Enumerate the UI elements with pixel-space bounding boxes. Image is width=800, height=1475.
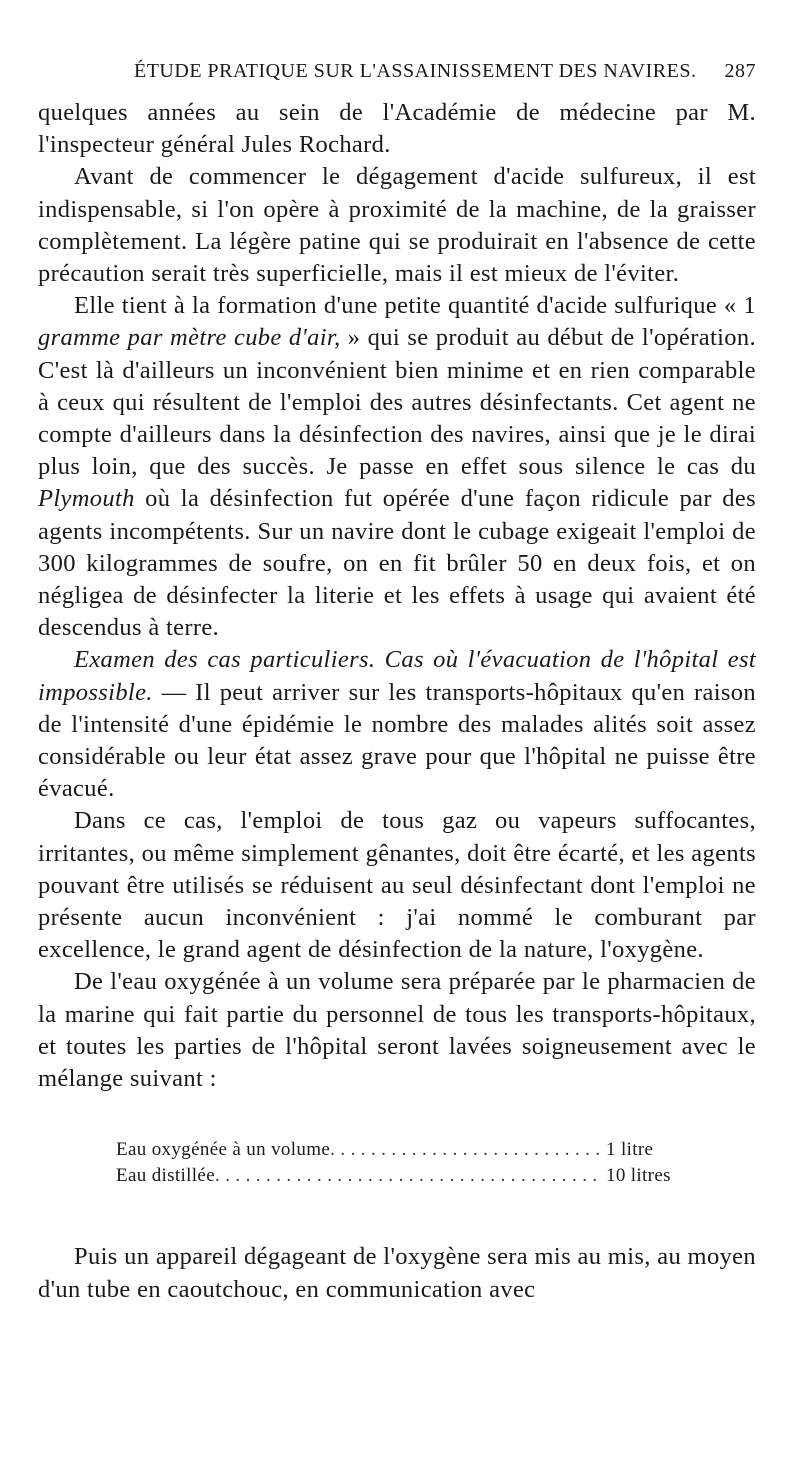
running-header <box>134 60 756 83</box>
text-run: Dans ce cas, l'emploi de tous gaz ou vapeurs suffocantes, irritantes, ou même simplement gênantes, doit être écarté, et les agents pouvant être utilisés se réduisent au seul désinfectant dont l'emploi ne présente aucun inconvénient : j'ai nommé le comburant par excellence, le grand agent de désinfection de la nature, l'oxygène. <box>38 807 756 964</box>
closing-paragraph-container <box>38 1241 756 1305</box>
paragraph <box>38 805 756 966</box>
text-run: De l'eau oxygénée à un volume sera préparée par le pharmacien de la marine qui fait partie du personnel de tous les transports-hôpitaux, et toutes les parties de l'hôpital seront lavées soigneusement avec le mélange suivant : <box>38 968 756 1093</box>
text-run: Puis un appareil dégageant de l'oxygène sera mis au mis, au moyen d'un tube en caoutchouc, en communication avec <box>38 1243 756 1303</box>
paragraph <box>38 644 756 805</box>
italic-text-run: Plymouth <box>38 485 135 513</box>
running-title: ÉTUDE PRATIQUE SUR L'ASSAINISSEMENT DES NAVIRES. <box>134 60 697 82</box>
text-run: où la désinfection fut opérée d'une façon ridicule par des agents incompétents. Sur un navire dont le cubage exigeait l'emploi de 300 kilogrammes de soufre, on en fit brûler 50 en deux fois, et on négligea de désinfecter la literie et les effets à usage qui avaient été descendus à terre. <box>38 485 756 642</box>
page-number: 287 <box>724 60 756 82</box>
paragraph <box>38 161 756 290</box>
italic-text-run: gramme par mètre cube d'air, <box>38 324 341 352</box>
recipe-ingredient: Eau distillée <box>116 1165 215 1187</box>
text-run: » qui se produit au début de l'opération. C'est là d'ailleurs un inconvénient bien minime et en rien comparable à ceux qui résultent de l'emploi des autres désinfectants. Cet agent ne compte d'ailleurs dans la désinfection des navires, ainsi que je le dirai plus loin, que des succès. Je passe en effet sous silence le cas du <box>38 324 756 481</box>
paragraph <box>38 290 756 644</box>
text-run: Elle tient à la formation d'une petite quantité d'acide sulfurique « 1 <box>74 292 756 320</box>
paragraph-list <box>38 97 756 1095</box>
recipe-quantity: 1 litre <box>606 1139 654 1161</box>
recipe-quantity: 10 litres <box>606 1165 671 1187</box>
recipe-table <box>116 1137 706 1189</box>
paragraph <box>38 97 756 161</box>
text-run: quelques années au sein de l'Académie de médecine par M. l'inspecteur général Jules Rochard. <box>38 99 756 159</box>
recipe-ingredient: Eau oxygénée à un volume <box>116 1139 331 1161</box>
paragraph <box>38 966 756 1095</box>
text-run: — Il peut arriver sur les transports-hôpitaux qu'en raison de l'intensité d'une épidémie le nombre des malades alités soit assez considérable ou leur état assez grave pour que l'hôpital ne puisse être évacué. <box>38 678 756 803</box>
dot-leader <box>215 1163 600 1189</box>
italic-text-run: Examen des cas particuliers. Cas où l'évacuation de l'hôpital est impossible. <box>38 646 756 706</box>
paragraph <box>38 1241 756 1305</box>
text-run: Avant de commencer le dégagement d'acide sulfureux, il est indispensable, si l'on opère à proximité de la machine, de la graisser complètement. La légère patine qui se produirait en l'absence de cette précaution serait très superficielle, mais il est mieux de l'éviter. <box>38 163 756 288</box>
recipe-row <box>116 1163 706 1189</box>
dot-leader <box>330 1137 600 1163</box>
body-text <box>38 97 756 1306</box>
recipe-row <box>116 1137 706 1163</box>
book-page <box>38 60 756 1306</box>
